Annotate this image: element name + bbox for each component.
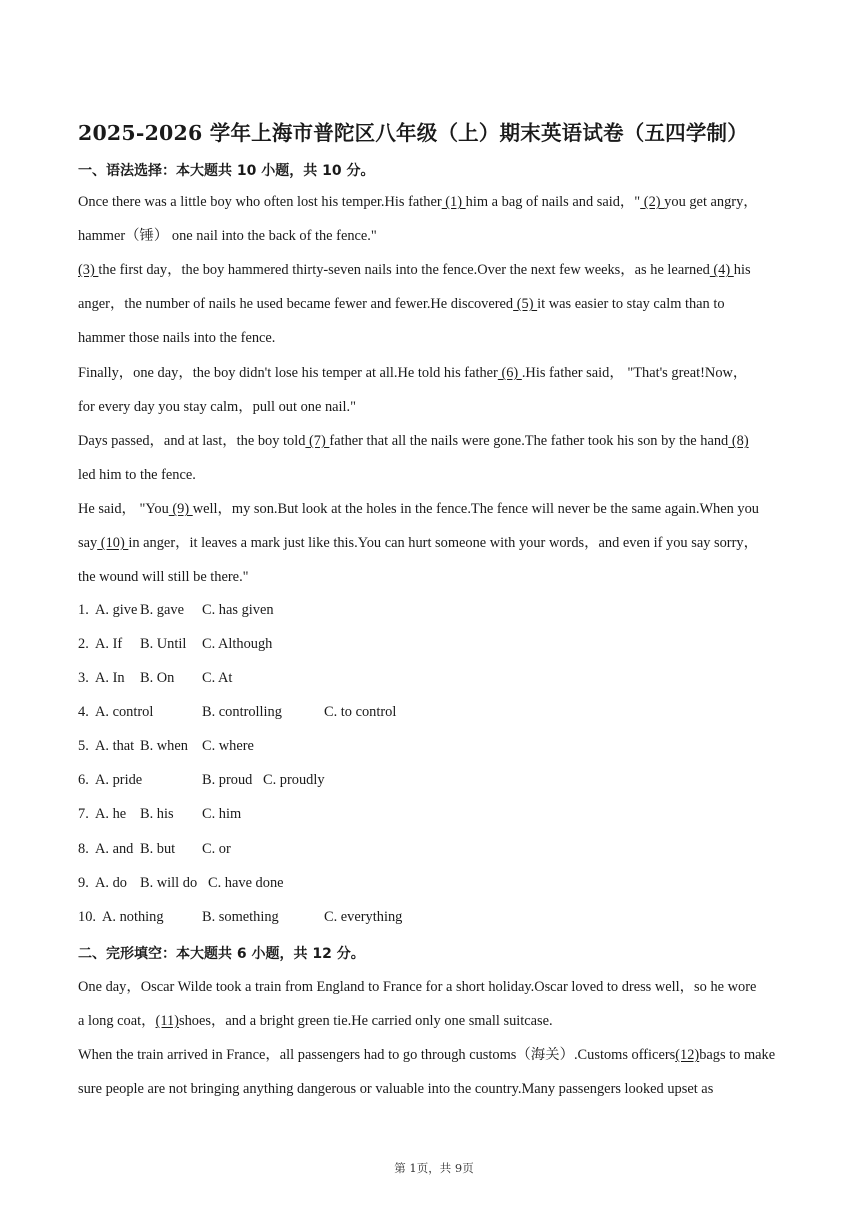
option-7-num: 7. <box>78 806 89 822</box>
blank-1: (1) <box>441 194 466 210</box>
option-9-c: C. have done <box>208 875 284 891</box>
option-3-c: C. At <box>202 670 233 686</box>
passage-line: hammer（锤） one nail into the back of the fence." <box>78 228 377 244</box>
passage-line: a long coat，(11)shoes，and a bright green tie.He carried only one small suitcase. <box>78 1013 553 1029</box>
option-4-b: B. controlling <box>202 704 282 720</box>
blank-2: (2) <box>640 194 665 210</box>
option-5-num: 5. <box>78 738 89 754</box>
page-number-footer: 第 1页，共 9页 <box>394 1161 474 1175</box>
blank-4: (4) <box>709 262 734 278</box>
option-10-b: B. something <box>202 909 279 925</box>
passage-line: anger，the number of nails he used became fewer and fewer.He discovered (5) it was easier to stay calm than to <box>78 296 725 312</box>
blank-9: (9) <box>168 501 193 517</box>
option-6-b: B. proud <box>202 772 253 788</box>
option-9-b: B. will do <box>140 875 198 891</box>
blank-7: (7) <box>305 433 330 449</box>
option-7-c: C. him <box>202 806 242 822</box>
passage-line: the wound will still be there." <box>78 569 249 585</box>
option-8-c: C. or <box>202 841 231 857</box>
option-2-b: B. Until <box>140 636 187 652</box>
passage-line: One day，Oscar Wilde took a train from England to France for a short holiday.Oscar loved to dress well，so he wore <box>78 979 757 995</box>
option-10-c: C. everything <box>324 909 403 925</box>
option-1-c: C. has given <box>202 602 274 618</box>
passage-line: say (10) in anger，it leaves a mark just like this.You can hurt someone with your words，and even if you say sorry， <box>78 535 758 551</box>
option-10-num: 10. <box>78 909 96 925</box>
passage-line: Days passed，and at last，the boy told (7) father that all the nails were gone.The father took his son by the hand (8) <box>78 433 749 449</box>
option-7-b: B. his <box>140 806 174 822</box>
blank-8: (8) <box>728 433 749 449</box>
section-heading-grammar: 一、语法选择：本大题共 10 小题，共 10 分。 <box>78 163 375 179</box>
passage-line: (3) the first day，the boy hammered thirty-seven nails into the fence.Over the next few weeks，as he learned (4) his <box>78 262 751 278</box>
option-6-a: A. pride <box>95 772 143 788</box>
option-7-a: A. he <box>95 806 127 822</box>
option-3-num: 3. <box>78 670 89 686</box>
option-10-a: A. nothing <box>102 909 164 925</box>
option-8-a: A. and <box>95 841 134 857</box>
blank-12: (12) <box>675 1047 700 1063</box>
blank-5: (5) <box>513 296 538 312</box>
passage-line: sure people are not bringing anything dangerous or valuable into the country.Many passengers looked upset as <box>78 1081 714 1097</box>
blank-10: (10) <box>97 535 129 551</box>
blank-3: (3) <box>78 262 99 278</box>
blank-11: (11) <box>155 1013 179 1029</box>
option-4-c: C. to control <box>324 704 397 720</box>
option-1-b: B. gave <box>140 602 184 618</box>
section-heading-cloze: 二、完形填空：本大题共 6 小题，共 12 分。 <box>78 946 365 962</box>
page-title: 2025-2026 学年上海市普陀区八年级（上）期末英语试卷（五四学制） <box>78 121 748 145</box>
option-6-c: C. proudly <box>263 772 325 788</box>
passage-line: Once there was a little boy who often lost his temper.His father (1) him a bag of nails and said，" (2) you get angry， <box>78 194 758 210</box>
option-6-num: 6. <box>78 772 89 788</box>
option-9-a: A. do <box>95 875 127 891</box>
option-5-c: C. where <box>202 738 254 754</box>
blank-6: (6) <box>497 365 522 381</box>
option-9-num: 9. <box>78 875 89 891</box>
option-1-a: A. give <box>95 602 138 618</box>
passage-line: led him to the fence. <box>78 467 196 483</box>
option-2-a: A. If <box>95 636 123 652</box>
option-3-a: A. In <box>95 670 125 686</box>
option-4-num: 4. <box>78 704 89 720</box>
option-2-num: 2. <box>78 636 89 652</box>
option-2-c: C. Although <box>202 636 273 652</box>
option-1-num: 1. <box>78 602 89 618</box>
passage-line: He said， "You (9) well，my son.But look at the holes in the fence.The fence will never be the same again.When you <box>78 501 760 517</box>
option-3-b: B. On <box>140 670 175 686</box>
passage-line: Finally，one day，the boy didn't lose his temper at all.He told his father (6) .His father said， "That's great!Now， <box>78 365 748 381</box>
option-5-b: B. when <box>140 738 188 754</box>
passage-line: When the train arrived in France，all passengers had to go through customs（海关）.Customs officers(12)bags to make <box>78 1047 776 1063</box>
option-8-num: 8. <box>78 841 89 857</box>
passage-line: for every day you stay calm，pull out one nail." <box>78 399 357 415</box>
option-8-b: B. but <box>140 841 176 857</box>
option-4-a: A. control <box>95 704 154 720</box>
passage-line: hammer those nails into the fence. <box>78 330 276 346</box>
option-5-a: A. that <box>95 738 135 754</box>
